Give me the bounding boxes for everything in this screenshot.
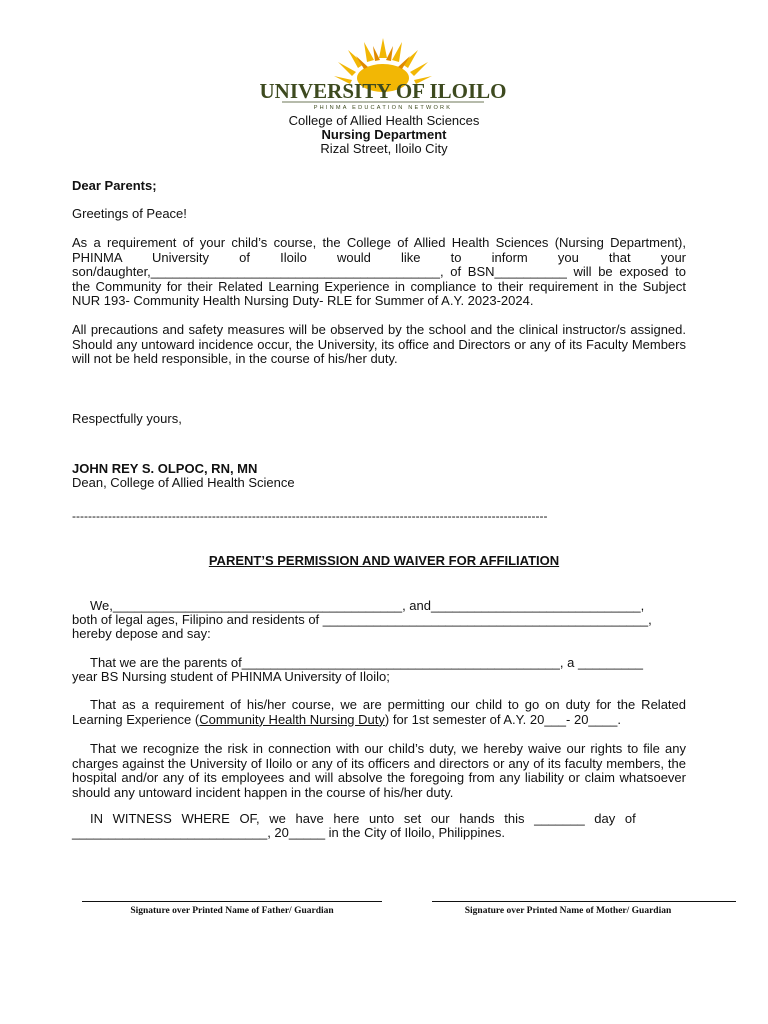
logo-tagline: PHINMA EDUCATION NETWORK [313,105,453,111]
signatory-name: JOHN REY S. OLPOC, RN, MN [72,461,258,476]
logo-name: UNIVERSITY OF ILOILO [259,79,507,103]
waiver-title: PARENT’S PERMISSION AND WAIVER FOR AFFILIATION [208,553,560,568]
closing: Respectfully yours, [72,411,182,426]
college-name: College of Allied Health Sciences [288,113,480,128]
waiver-names-line: We,________________________________________, and_____________________________, [90,598,645,613]
duty-name: Community Health Nursing Duty [199,711,385,727]
waiver-residence-line: both of legal ages, Filipino and residents of _____________________________________________, [72,612,652,627]
department-name: Nursing Department [321,127,447,142]
cut-line-separator: ----------------------------------------------------------------------------------------------------------------------- [72,509,548,523]
signatory-title: Dean, College of Allied Health Science [72,475,295,490]
salutation: Dear Parents; [72,178,157,193]
waiver-paragraph-requirement [72,698,686,727]
letter-paragraph-2: All precautions and safety measures will be observed by the school and the clinical instructor/s assigned. Should any untoward incidence occur, the University, its office and Directors or any of its Faculty Members will not be held responsible, in the course of his/her duty. [72,322,686,367]
waiver-paragraph-risk: That we recognize the risk in connection with our child’s duty, we hereby waive our rights to file any charges against the University of Iloilo or any of its officers and directors or any of its faculty members, the hospital and/or any of its employees and will absolve the foregoing from any liability or claim whatsoever should any untoward incident happen in the course of his/her duty. [72,741,686,800]
witness-line-1: IN WITNESS WHERE OF, we have here unto set our hands this _______ day of [90,811,636,826]
witness-line-2: ___________________________, 20_____ in the City of Iloilo, Philippines. [72,825,505,840]
mother-signature-line [432,901,736,902]
father-signature-label: Signature over Printed Name of Father/ Guardian [130,906,334,916]
waiver-depose-line: hereby depose and say: [72,626,211,641]
address: Rizal Street, Iloilo City [320,141,448,156]
greeting: Greetings of Peace! [72,206,187,221]
semester-text: ) for 1st semester of A.Y. 20___- 20____. [384,711,621,727]
waiver-student-line: year BS Nursing student of PHINMA University of Iloilo; [72,669,390,684]
requirement-text: That as a requirement of his/her course, we are permitting our child to go on duty for the Related Learning Experience ( [72,697,686,727]
university-logo [259,36,507,112]
letter-paragraph-1: As a requirement of your child’s course, the College of Allied Health Sciences (Nursing Department), PHINMA University of Iloilo would like to inform you that your son/daughter,________________________________________, of BSN__________ will be exposed to the Community for their Related Learning Experience in compliance to their requirement in the Subject NUR 193- Community Health Nursing Duty- RLE for Summer of A.Y. 2023-2024. [72,235,686,309]
father-signature-line [82,901,382,902]
sun-logo-icon [259,36,507,112]
mother-signature-label: Signature over Printed Name of Mother/ Guardian [464,906,672,916]
waiver-parents-line: That we are the parents of____________________________________________, a _________ [90,655,644,670]
